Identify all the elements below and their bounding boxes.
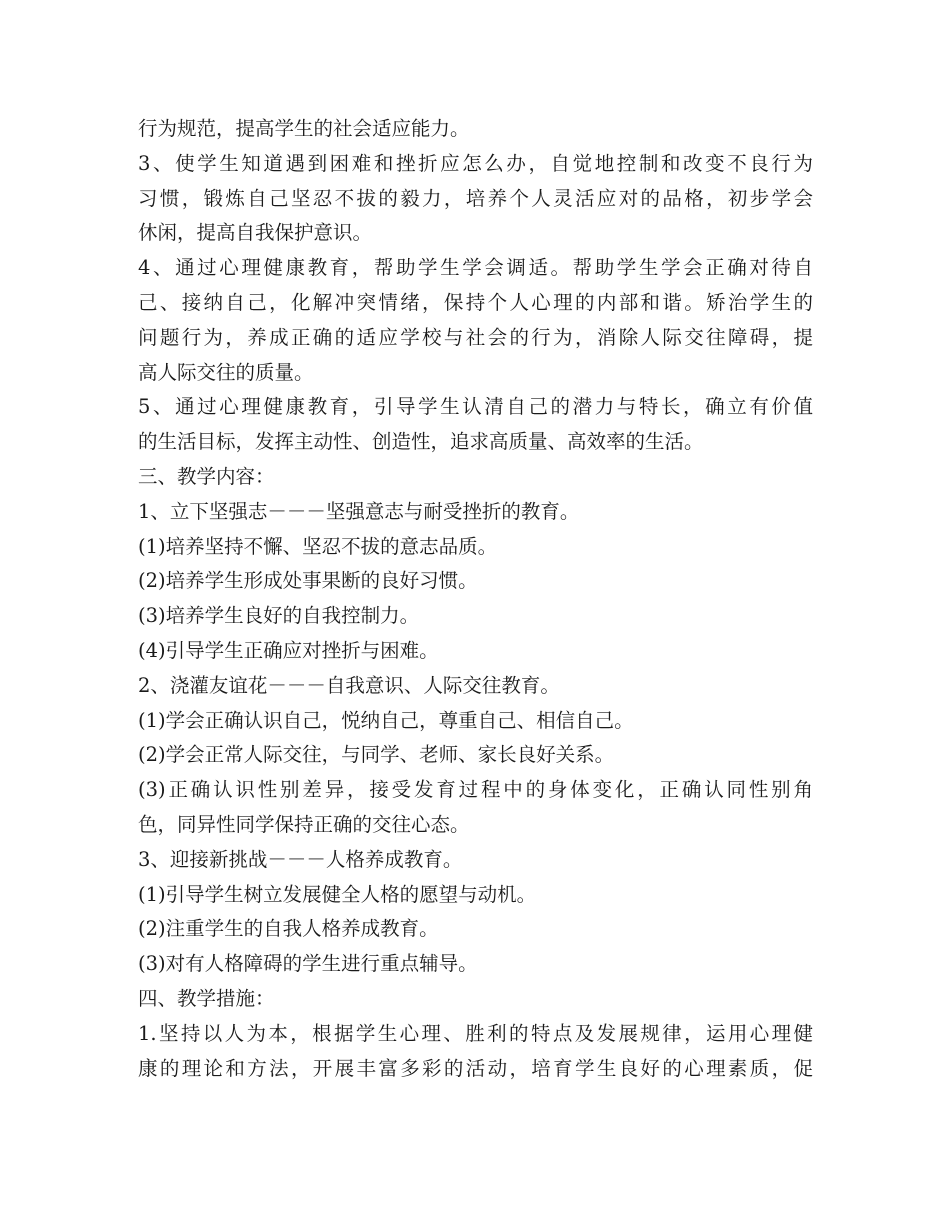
text-line: (4)引导学生正确应对挫折与困难。 — [138, 638, 439, 662]
text-line: 2、浇灌友谊花－－－自我意识、人际交往教育。 — [138, 673, 560, 697]
document-body — [138, 112, 813, 1086]
text-line: (3)培养学生良好的自我控制力。 — [138, 604, 420, 628]
text-line: 1.坚持以人为本，根据学生心理、胜利的特点及发展规律，运用心理健 — [138, 1021, 813, 1045]
text-line: (3)正确认识性别差异，接受发育过程中的身体变化，正确认同性别角 — [138, 778, 813, 802]
text-line: 5、通过心理健康教育，引导学生认清自己的潜力与特长，确立有价值 — [138, 395, 813, 419]
text-line: (3)对有人格障碍的学生进行重点辅导。 — [138, 952, 478, 976]
text-line: 习惯，锻炼自己坚忍不拔的毅力，培养个人灵活应对的品格，初步学会 — [138, 186, 813, 210]
text-line: (1)引导学生树立发展健全人格的愿望与动机。 — [138, 882, 537, 906]
text-line: (2)培养学生形成处事果断的良好习惯。 — [138, 569, 478, 593]
text-line: 色，同异性同学保持正确的交往心态。 — [138, 812, 470, 836]
text-line: 高人际交往的质量。 — [138, 360, 314, 384]
text-line: 4、通过心理健康教育，帮助学生学会调适。帮助学生学会正确对待自 — [138, 256, 813, 280]
text-line: (2)注重学生的自我人格养成教育。 — [138, 917, 439, 941]
text-line: (2)学会正常人际交往，与同学、老师、家长良好关系。 — [138, 743, 615, 767]
text-line: 3、迎接新挑战－－－人格养成教育。 — [138, 847, 463, 871]
text-line: 三、教学内容： — [138, 464, 275, 488]
text-line: (1)学会正确认识自己，悦纳自己，尊重自己、相信自己。 — [138, 708, 634, 732]
text-line: 己、接纳自己，化解冲突情绪，保持个人心理的内部和谐。矫治学生的 — [138, 290, 813, 314]
text-line: (1)培养坚持不懈、坚忍不拔的意志品质。 — [138, 534, 498, 558]
text-line: 行为规范，提高学生的社会适应能力。 — [138, 117, 470, 140]
text-line: 问题行为，养成正确的适应学校与社会的行为，消除人际交往障碍，提 — [138, 325, 813, 349]
text-line: 1、立下坚强志－－－坚强意志与耐受挫折的教育。 — [138, 499, 580, 523]
text-line: 康的理论和方法，开展丰富多彩的活动，培育学生良好的心理素质，促 — [138, 1056, 813, 1080]
text-line: 3、使学生知道遇到困难和挫折应怎么办，自觉地控制和改变不良行为 — [138, 151, 813, 175]
text-line: 四、教学措施： — [138, 986, 275, 1010]
text-line: 的生活目标，发挥主动性、创造性，追求高质量、高效率的生活。 — [138, 430, 704, 454]
text-line: 休闲，提高自我保护意识。 — [138, 221, 373, 245]
